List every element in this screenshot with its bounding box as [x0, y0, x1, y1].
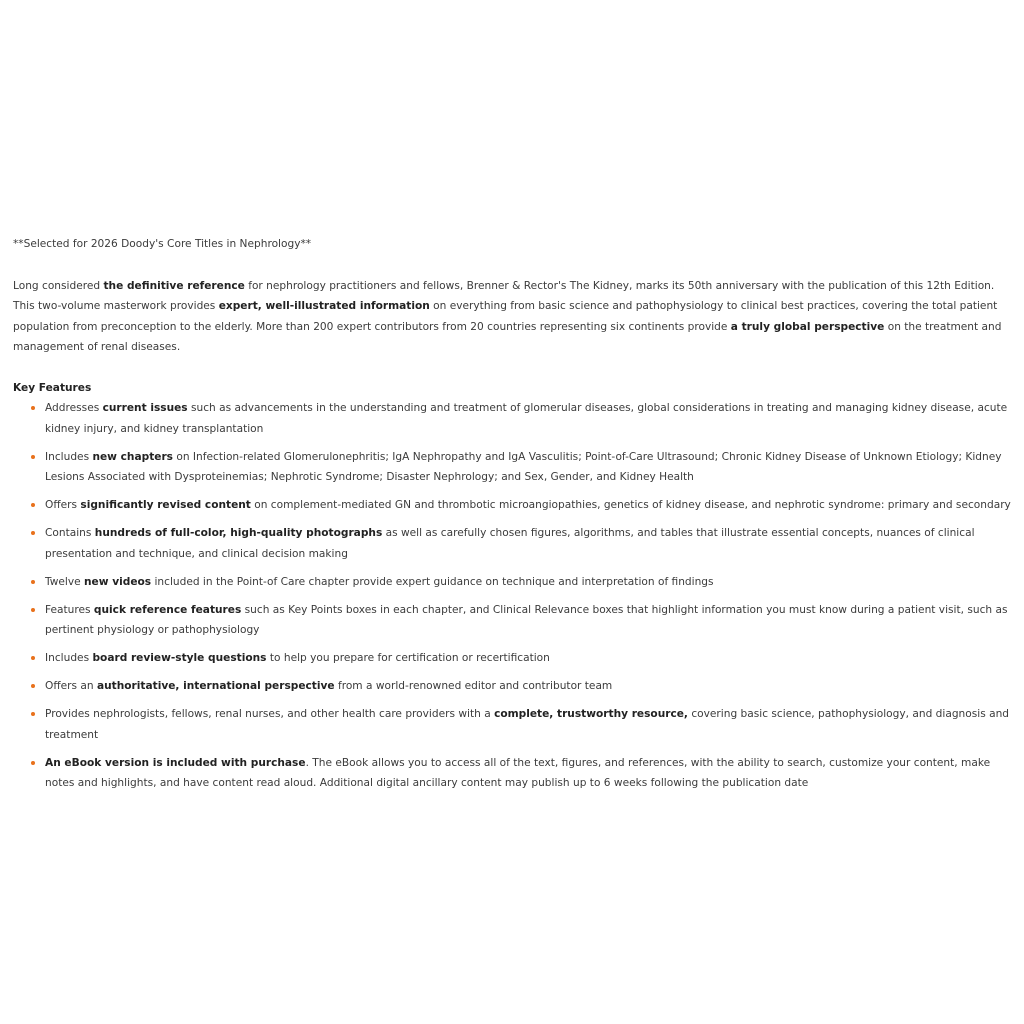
emphasis-text: new chapters	[92, 450, 173, 463]
body-text: Long considered	[13, 279, 104, 292]
body-text: Offers an	[45, 680, 97, 692]
feature-item	[45, 676, 1017, 697]
feature-item	[45, 753, 1017, 794]
feature-item	[45, 648, 1017, 669]
feature-item	[45, 704, 1017, 745]
feature-text	[45, 499, 1011, 511]
body-text: from a world-renowned editor and contributor team	[334, 680, 613, 692]
body-text: such as Key Points boxes in each chapter, and Clinical Relevance boxes that highlight information you must know during a patient visit, such as pertinent physiology or pathophysiology	[45, 603, 1008, 636]
feature-item	[45, 572, 1017, 593]
feature-text	[45, 680, 612, 692]
body-text: Features	[45, 603, 94, 616]
feature-item	[45, 495, 1017, 516]
emphasis-text: quick reference features	[93, 603, 242, 616]
body-text: such as advancements in the understanding and treatment of glomerular diseases, global considerations in treating and managing kidney disease, acute kidney injury, and kidney transplantation	[45, 402, 1008, 435]
feature-text	[45, 708, 1009, 741]
body-text: to help you prepare for certification or recertification	[266, 652, 550, 664]
emphasis-text: complete, trustworthy resource,	[494, 708, 688, 720]
emphasis-text: expert, well-illustrated information	[218, 300, 430, 312]
body-text: Twelve	[45, 575, 84, 588]
feature-item	[45, 600, 1017, 641]
intro-paragraph	[13, 276, 1017, 358]
bullet-icon	[31, 656, 35, 660]
emphasis-text: new videos	[84, 575, 152, 588]
bullet-icon	[31, 684, 35, 688]
emphasis-text: An eBook version is included with purchase	[45, 756, 306, 769]
bullet-icon	[31, 503, 35, 507]
emphasis-text: significantly revised content	[80, 499, 251, 511]
emphasis-text: a truly global perspective	[730, 320, 885, 333]
doodys-selection-note: **Selected for 2026 Doody's Core Titles in Nephrology**	[13, 238, 312, 250]
emphasis-text: hundreds of full-color, high-quality photographs	[94, 527, 383, 539]
product-description	[13, 234, 1017, 801]
feature-text	[45, 527, 975, 560]
feature-text	[45, 451, 1002, 484]
feature-text	[45, 652, 550, 664]
feature-item	[45, 523, 1017, 564]
key-features-list	[13, 398, 1017, 794]
emphasis-text: the definitive reference	[103, 279, 245, 292]
feature-text	[45, 604, 1008, 637]
body-text: covering basic science, pathophysiology, and diagnosis and treatment	[45, 708, 1010, 741]
bullet-icon	[31, 531, 35, 535]
body-text: on complement-mediated GN and thrombotic microangiopathies, genetics of kidney disease, and nephrotic syndrome: primary and secondary	[250, 499, 1011, 511]
body-text: Offers	[45, 499, 81, 511]
body-text: for nephrology practitioners and fellows, Brenner & Rector's The Kidney, marks its 50th anniversary with the publication of this 12th Edition. This two-volume masterwork provides	[13, 279, 995, 312]
bullet-icon	[31, 580, 35, 584]
body-text: on everything from basic science and pathophysiology to clinical best practices, covering the total patient population from preconception to the elderly. More than 200 expert contributors from 20 countries representing six continents provide	[13, 300, 998, 333]
body-text: on Infection-related Glomerulonephritis; IgA Nephropathy and IgA Vasculitis; Point-of-Care Ultrasound; Chronic Kidney Disease of Unknown Etiology; Kidney Lesions Associated with Dysproteinemias; Nephrotic Syndrome; Disaster Nephrology; and Sex, Gender, and Kidney Health	[45, 450, 1002, 483]
feature-text	[45, 576, 714, 588]
body-text: . The eBook allows you to access all of the text, figures, and references, with the ability to search, customize your content, make notes and highlights, and have content read aloud. Additional digital ancillary content may publish up to 6 weeks following the publication date	[45, 756, 991, 789]
feature-text	[45, 402, 1007, 435]
body-text: included in the Point-of Care chapter provide expert guidance on technique and interpretation of findings	[151, 575, 714, 588]
bullet-icon	[31, 455, 35, 459]
feature-item	[45, 447, 1017, 488]
body-text: as well as carefully chosen figures, algorithms, and tables that illustrate essential concepts, nuances of clinical presentation and technique, and clinical decision making	[45, 527, 975, 560]
emphasis-text: board review-style questions	[92, 652, 267, 664]
emphasis-text: authoritative, international perspective	[96, 680, 335, 692]
bullet-icon	[31, 712, 35, 716]
bullet-icon	[31, 406, 35, 410]
body-text: Includes	[45, 450, 93, 463]
emphasis-text: current issues	[102, 402, 188, 414]
feature-text	[45, 757, 990, 790]
body-text: Provides nephrologists, fellows, renal nurses, and other health care providers with a	[45, 708, 495, 720]
body-text: on the treatment and management of renal diseases.	[13, 320, 1002, 353]
body-text: Includes	[45, 652, 93, 664]
body-text: Addresses	[45, 402, 103, 414]
body-text: Contains	[45, 527, 95, 539]
bullet-icon	[31, 761, 35, 765]
bullet-icon	[31, 608, 35, 612]
feature-item	[45, 398, 1017, 439]
key-features-heading: Key Features	[13, 381, 92, 394]
